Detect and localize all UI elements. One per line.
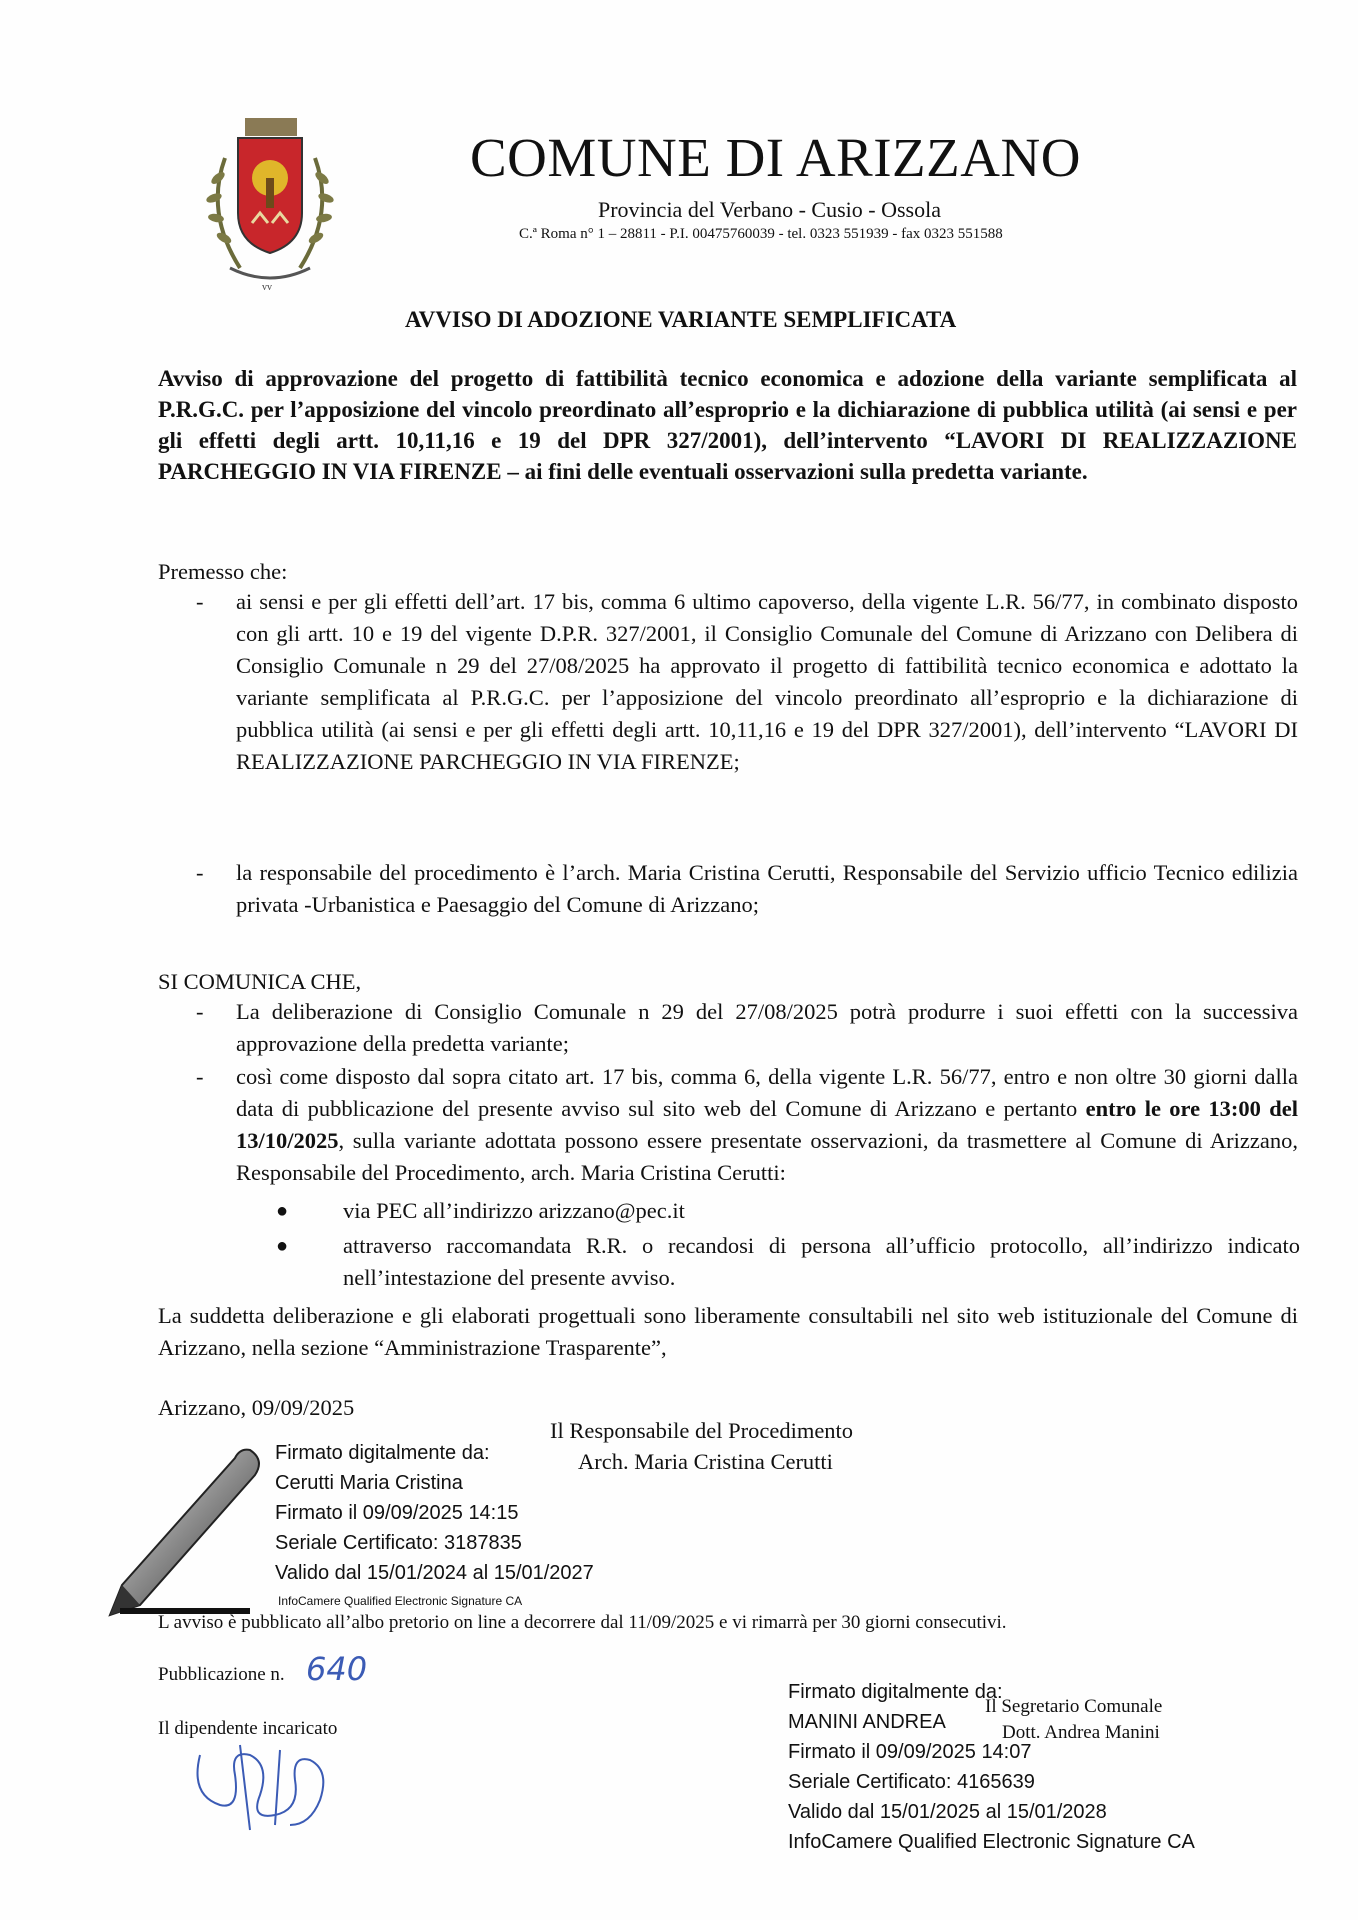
- municipality-contact: C.ª Roma n° 1 – 28811 - P.I. 00475760039 - tel. 0323 551939 - fax 0323 551588: [519, 226, 1003, 242]
- comunica-item-text: La deliberazione di Consiglio Comunale n 29 del 27/08/2025 potrà produrre i suoi effetti con la successiva approvazione della predetta variante;: [236, 999, 1298, 1056]
- digital-signature-responsabile: [275, 1438, 594, 1588]
- handwritten-signature: [180, 1725, 360, 1835]
- signature-line: Seriale Certificato: 3187835: [275, 1532, 522, 1554]
- comunica-label: SI COMUNICA CHE,: [158, 969, 362, 994]
- list-item: [158, 586, 1298, 816]
- list-item: [158, 996, 1298, 1062]
- signature-line: Firmato il 09/09/2025 14:15: [275, 1502, 519, 1524]
- publication-number-label: Pubblicazione n.: [158, 1664, 285, 1685]
- deadline-text: entro le ore 13:00 del 13/10/2025: [236, 1096, 1298, 1153]
- comunica-item-text: [236, 1061, 1298, 1189]
- signature-line: Seriale Certificato: 4165639: [788, 1771, 1035, 1793]
- closing-paragraph: La suddetta deliberazione e gli elaborati progettuali sono liberamente consultabili nel sito web istituzionale del Comune di Arizzano, nella sezione “Amministrazione Trasparente”,: [158, 1303, 1298, 1360]
- comunica-item-text-pre: così come disposto dal sopra citato art. 17 bis, comma 6, della vigente L.R. 56/77, entro e non oltre 30 giorni dalla data di pubblicazione del presente avviso sul sito web del Comune di Arizzano e pertanto: [236, 1064, 1298, 1121]
- responsabile-name: Arch. Maria Cristina Cerutti: [578, 1449, 833, 1474]
- municipal-crest-icon: [200, 118, 340, 293]
- intro-paragraph: Avviso di approvazione del progetto di fattibilità tecnico economica e adozione della variante semplificata al P.R.G.C. per l’apposizione del vincolo preordinato all’esproprio e la dichiarazione di pubblica utilità (ai sensi e per gli effetti degli artt. 10,11,16 e 19 del DPR 327/2001), dell’intervento “LAVORI DI REALIZZAZIONE PARCHEGGIO IN VIA FIRENZE – ai fini delle eventuali osservazioni sulla predetta variante.: [158, 366, 1297, 484]
- bullet-text: attraverso raccomandata R.R. o recandosi di persona all’ufficio protocollo, all’indirizzo indicato nell’intestazione del presente avviso.: [343, 1233, 1300, 1290]
- signature-line: InfoCamere Qualified Electronic Signature CA: [788, 1831, 1195, 1853]
- dash-marker: -: [196, 999, 204, 1024]
- employee-label: Il dipendente incaricato: [158, 1718, 338, 1739]
- segretario-role: Il Segretario Comunale: [985, 1696, 1163, 1717]
- signature-line: Firmato digitalmente da:: [275, 1442, 490, 1464]
- premesso-label: Premesso che:: [158, 559, 288, 584]
- svg-text:vv: vv: [262, 282, 272, 293]
- municipality-title: COMUNE DI ARIZZANO: [470, 127, 1081, 188]
- signature-ca-label: InfoCamere Qualified Electronic Signature CA: [278, 1594, 523, 1608]
- list-item: [240, 1195, 1300, 1227]
- premesso-item-text: la responsabile del procedimento è l’arch. Maria Cristina Cerutti, Responsabile del Servizio ufficio Tecnico edilizia privata -Urbanistica e Paesaggio del Comune di Arizzano;: [236, 860, 1298, 917]
- signature-line: Firmato il 09/09/2025 14:07: [788, 1741, 1032, 1763]
- province-subtitle: Provincia del Verbano - Cusio - Ossola: [598, 197, 941, 222]
- place-date: Arizzano, 09/09/2025: [158, 1395, 355, 1420]
- signature-line: Valido dal 15/01/2025 al 15/01/2028: [788, 1801, 1107, 1823]
- comunica-item-text-post: , sulla variante adottata possono essere presentate osservazioni, da trasmettere al Comune di Arizzano, Responsabile del Procedimento, arch. Maria Cristina Cerutti:: [236, 1128, 1298, 1185]
- dash-marker: -: [196, 589, 204, 614]
- document-heading: AVVISO DI ADOZIONE VARIANTE SEMPLIFICATA: [405, 307, 957, 332]
- bullet-icon: ●: [276, 1200, 289, 1222]
- pen-icon: [100, 1440, 270, 1620]
- bullet-text: via PEC all’indirizzo arizzano@pec.it: [343, 1198, 685, 1223]
- list-item: [158, 857, 1298, 927]
- list-item: [240, 1230, 1300, 1296]
- list-item: [158, 1061, 1298, 1191]
- signature-line: Firmato digitalmente da:: [788, 1681, 1003, 1703]
- signature-line: Valido dal 15/01/2024 al 15/01/2027: [275, 1562, 594, 1584]
- responsabile-role: Il Responsabile del Procedimento: [550, 1418, 854, 1443]
- dash-marker: -: [196, 860, 204, 885]
- signature-line: MANINI ANDREA: [788, 1711, 946, 1733]
- signature-line: Cerutti Maria Cristina: [275, 1472, 463, 1494]
- premesso-item-text: ai sensi e per gli effetti dell’art. 17 bis, comma 6 ultimo capoverso, della vigente L.R. 56/77, in combinato disposto con gli artt. 10 e 19 del vigente D.P.R. 327/2001, il Consiglio Comunale del Comune di Arizzano con Delibera di Consiglio Comunale n 29 del 27/08/2025 ha approvato il progetto di fattibilità tecnico economica e adottato la variante semplificata al P.R.G.C. per l’apposizione del vincolo preordinato all’esproprio e la dichiarazione di pubblica utilità (ai sensi e per gli effetti degli artt. 10,11,16 e 19 del DPR 327/2001), dell’intervento “LAVORI DI REALIZZAZIONE PARCHEGGIO IN VIA FIRENZE;: [236, 589, 1298, 774]
- segretario-name: Dott. Andrea Manini: [1002, 1722, 1160, 1743]
- publication-number-handwritten: 640: [306, 1650, 368, 1688]
- bullet-icon: ●: [276, 1235, 289, 1257]
- publication-notice: L avviso è pubblicato all’albo pretorio on line a decorrere dal 11/09/2025 e vi rimarrà per 30 giorni consecutivi.: [158, 1612, 1007, 1633]
- dash-marker: -: [196, 1064, 204, 1089]
